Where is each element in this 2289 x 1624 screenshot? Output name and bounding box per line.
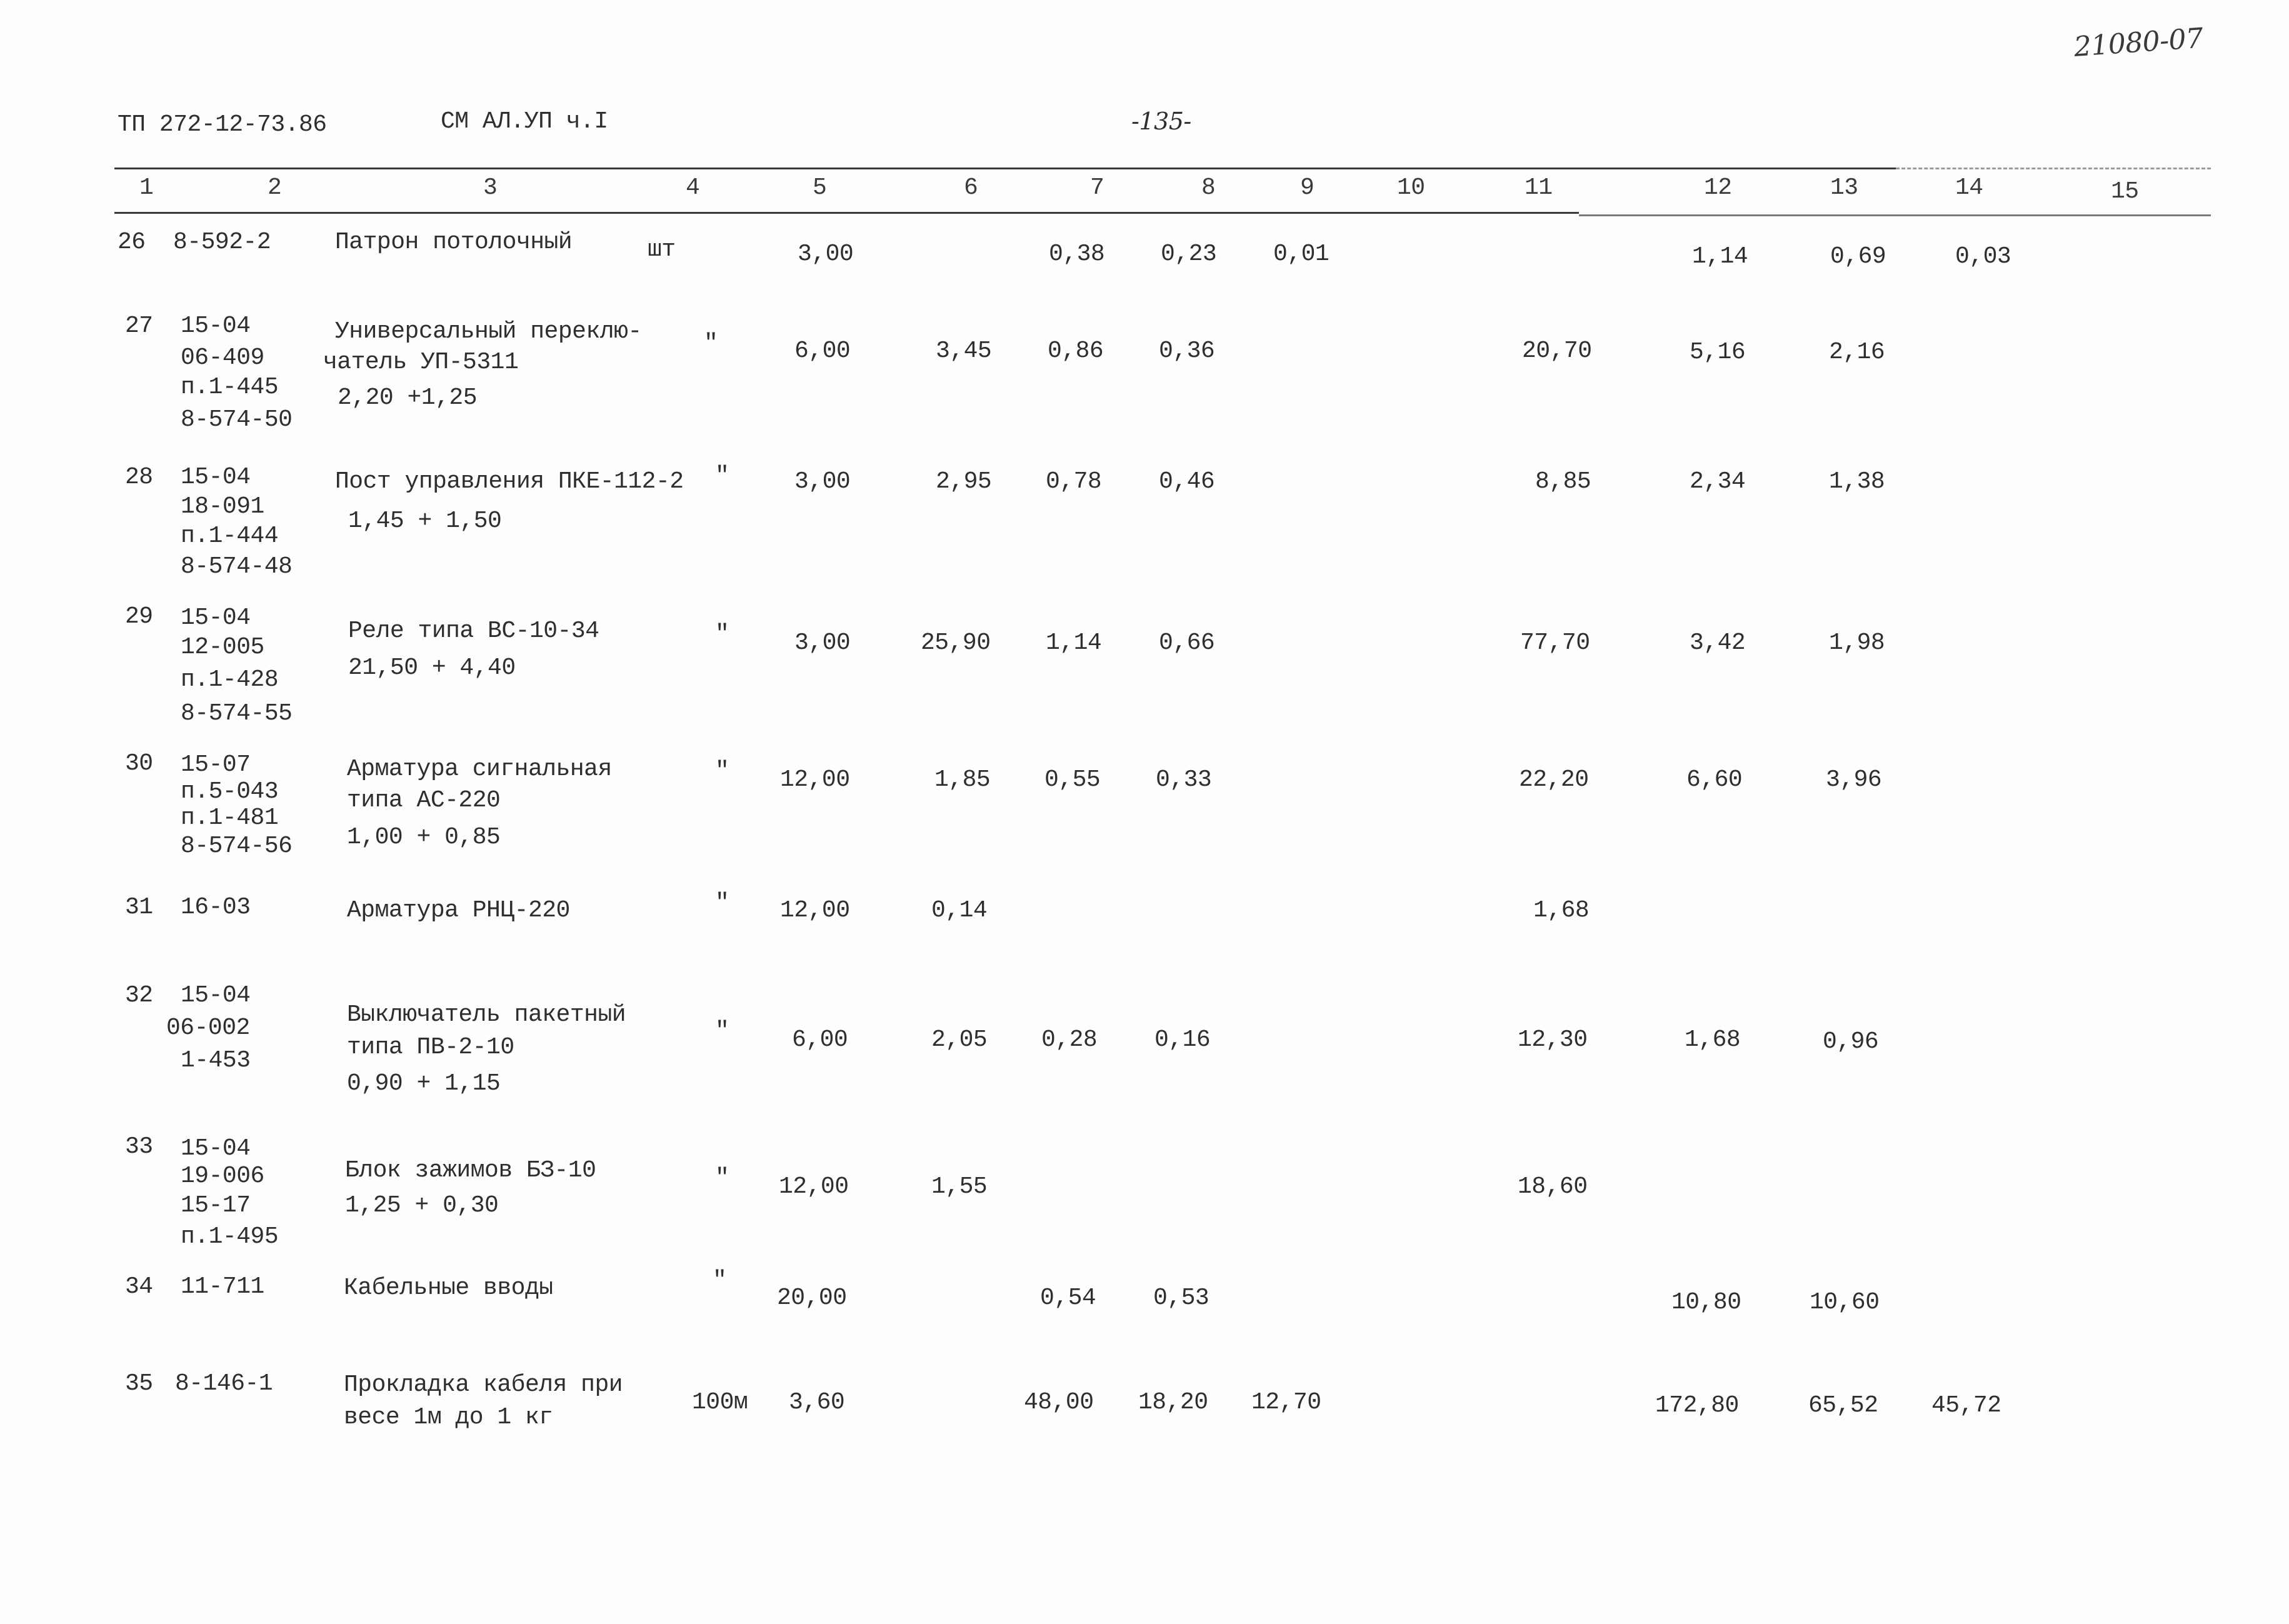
rate-code-line: 8-574-50 [181, 406, 293, 433]
col-7-value: 0,28 [1041, 1026, 1098, 1053]
rate-code-line: 06-002 [166, 1015, 250, 1041]
rate-code-line: 8-574-55 [181, 700, 293, 727]
col-5-value: 20,00 [777, 1285, 847, 1311]
col-8-value: 0,36 [1159, 338, 1215, 364]
col-11-value: 1,68 [1533, 897, 1590, 924]
rate-code-line: 19-006 [181, 1163, 264, 1190]
unit: " [715, 758, 729, 784]
rate-code-line: 15-04 [181, 982, 251, 1009]
work-name-line: типа АС-220 [347, 787, 501, 814]
row-number: 29 [125, 603, 153, 630]
rate-code-line: п.1-481 [181, 804, 279, 831]
col-12-value: 3,42 [1690, 629, 1746, 656]
col-6-value: 1,55 [931, 1173, 988, 1200]
work-name-line: Кабельные вводы [344, 1275, 553, 1301]
col-11-value: 22,20 [1519, 766, 1589, 793]
col-13-value: 65,52 [1808, 1392, 1878, 1419]
row-number: 34 [125, 1273, 153, 1300]
unit: 100м [692, 1389, 748, 1416]
table-header-bottom-rule [114, 212, 1579, 214]
col-12-value: 2,34 [1690, 468, 1746, 495]
col-5-value: 6,00 [792, 1026, 848, 1053]
col-14-value: 0,03 [1955, 243, 2011, 270]
rate-code-line: 8-592-2 [173, 229, 271, 256]
col-13-value: 0,69 [1830, 243, 1886, 270]
rate-code-line: 15-17 [181, 1192, 251, 1219]
rate-code-line: п.1-495 [181, 1223, 279, 1250]
rate-code-line: 8-574-56 [181, 833, 293, 860]
col-11-value: 77,70 [1520, 629, 1590, 656]
unit: " [715, 463, 729, 489]
col-6-value: 0,14 [931, 897, 988, 924]
col-7-value: 0,86 [1048, 338, 1104, 364]
col-8-value: 0,33 [1156, 766, 1212, 793]
rate-code-line: 1-453 [181, 1047, 251, 1074]
row-number: 32 [125, 982, 153, 1009]
work-name-line: 2,20 +1,25 [338, 384, 478, 411]
col-11-value: 12,30 [1518, 1026, 1588, 1053]
col-7-value: 48,00 [1024, 1389, 1094, 1416]
work-name-line: Арматура сигнальная [347, 756, 612, 783]
col-5-value: 3,00 [794, 629, 851, 656]
column-number: 13 [1830, 174, 1858, 201]
column-number: 15 [2111, 178, 2139, 205]
work-name-line: 1,25 + 0,30 [345, 1192, 499, 1219]
row-number: 28 [125, 464, 153, 491]
col-7-value: 0,78 [1046, 468, 1102, 495]
rate-code-line: п.5-043 [181, 778, 279, 805]
row-number: 30 [125, 750, 153, 777]
work-name-line: чатель УП-5311 [323, 349, 519, 376]
work-name-line: 1,45 + 1,50 [348, 508, 502, 534]
work-name-line: весе 1м до 1 кг [344, 1404, 553, 1431]
column-number: 7 [1090, 174, 1104, 201]
col-8-value: 0,16 [1155, 1026, 1211, 1053]
rate-code-line: 15-07 [181, 751, 251, 778]
col-7-value: 0,54 [1040, 1285, 1096, 1311]
unit: " [715, 890, 729, 916]
unit: " [715, 1018, 729, 1045]
col-5-value: 3,00 [794, 468, 851, 495]
col-5-value: 3,00 [798, 241, 854, 268]
col-6-value: 2,05 [931, 1026, 988, 1053]
col-13-value: 3,96 [1826, 766, 1882, 793]
column-number: 3 [483, 174, 498, 201]
work-name-line: 0,90 + 1,15 [347, 1070, 501, 1097]
work-name-line: Патрон потолочный [335, 229, 573, 256]
col-5-value: 12,00 [779, 1173, 849, 1200]
row-number: 31 [125, 894, 153, 921]
rate-code-line: 8-574-48 [181, 553, 293, 580]
work-name-line: Пост управления ПКЕ-112-2 [335, 468, 684, 495]
col-8-value: 0,23 [1161, 241, 1217, 268]
column-number: 5 [813, 174, 827, 201]
rate-code-line: п.1-444 [181, 523, 279, 549]
unit: " [704, 330, 718, 357]
col-6-value: 2,95 [936, 468, 992, 495]
archive-number: 21080-07 [2073, 22, 2205, 63]
col-8-value: 0,66 [1159, 629, 1215, 656]
work-name-line: типа ПВ-2-10 [347, 1034, 514, 1061]
col-12-value: 10,80 [1671, 1289, 1741, 1316]
col-14-value: 45,72 [1931, 1392, 2001, 1419]
row-number: 26 [118, 229, 146, 256]
work-name-line: Реле типа ВС-10-34 [348, 618, 599, 644]
col-5-value: 6,00 [794, 338, 851, 364]
col-7-value: 0,38 [1049, 241, 1105, 268]
unit: " [713, 1267, 727, 1294]
work-name-line: 21,50 + 4,40 [348, 654, 516, 681]
document-code: ТП 272-12-73.86 [118, 111, 327, 138]
col-7-value: 0,55 [1044, 766, 1101, 793]
rate-code-line: п.1-428 [181, 666, 279, 693]
col-12-value: 6,60 [1686, 766, 1743, 793]
col-6-value: 1,85 [934, 766, 991, 793]
rate-code-line: 15-04 [181, 604, 251, 631]
column-number: 9 [1300, 174, 1315, 201]
column-number: 4 [686, 174, 700, 201]
col-6-value: 25,90 [921, 629, 991, 656]
table-header-bottom-rule-right [1579, 214, 2211, 216]
column-number: 10 [1397, 174, 1425, 201]
col-12-value: 172,80 [1655, 1392, 1739, 1419]
section-code: СМ АЛ.УП ч.I [441, 108, 608, 135]
page-number: -135- [1131, 108, 1191, 135]
rate-code-line: 15-04 [181, 464, 251, 491]
unit: " [715, 621, 729, 648]
col-12-value: 5,16 [1690, 339, 1746, 366]
column-number: 12 [1704, 174, 1732, 201]
work-name-line: Прокладка кабеля при [344, 1371, 623, 1398]
rate-code-line: 06-409 [181, 344, 264, 371]
column-number: 2 [268, 174, 282, 201]
row-number: 27 [125, 313, 153, 339]
work-name-line: Блок зажимов БЗ-10 [345, 1157, 596, 1184]
rate-code-line: 8-146-1 [175, 1370, 273, 1397]
column-number: 8 [1201, 174, 1216, 201]
work-name-line: Выключатель пакетный [347, 1001, 626, 1028]
rate-code-line: 16-03 [181, 894, 251, 921]
rate-code-line: 18-091 [181, 493, 264, 520]
col-13-value: 2,16 [1829, 339, 1885, 366]
col-7-value: 1,14 [1046, 629, 1102, 656]
col-13-value: 1,98 [1829, 629, 1885, 656]
rate-code-line: 15-04 [181, 1135, 251, 1162]
col-12-value: 1,68 [1685, 1026, 1741, 1053]
work-name-line: Универсальный переклю- [335, 318, 642, 345]
column-number: 1 [139, 174, 154, 201]
col-8-value: 0,46 [1159, 468, 1215, 495]
unit: " [715, 1165, 729, 1191]
col-12-value: 1,14 [1692, 243, 1748, 270]
rate-code-line: 12-005 [181, 634, 264, 661]
col-11-value: 18,60 [1518, 1173, 1588, 1200]
work-name-line: 1,00 + 0,85 [347, 824, 501, 851]
column-number: 6 [964, 174, 978, 201]
rate-code-line: 11-711 [181, 1273, 264, 1300]
rate-code-line: п.1-445 [181, 374, 279, 401]
row-number: 35 [125, 1370, 153, 1397]
unit: шт [648, 236, 676, 263]
col-9-value: 12,70 [1251, 1389, 1321, 1416]
table-top-rule [114, 168, 1896, 169]
col-6-value: 3,45 [936, 338, 992, 364]
work-name-line: Арматура РНЦ-220 [347, 897, 570, 924]
column-number: 11 [1525, 174, 1553, 201]
table-top-rule-faint [1896, 168, 2211, 169]
col-13-value: 0,96 [1823, 1028, 1879, 1055]
column-number: 14 [1955, 174, 1983, 201]
col-5-value: 12,00 [780, 766, 850, 793]
col-5-value: 3,60 [789, 1389, 845, 1416]
col-13-value: 10,60 [1810, 1289, 1880, 1316]
col-8-value: 18,20 [1138, 1389, 1208, 1416]
col-9-value: 0,01 [1273, 241, 1330, 268]
row-number: 33 [125, 1133, 153, 1160]
col-11-value: 20,70 [1522, 338, 1592, 364]
rate-code-line: 15-04 [181, 313, 251, 339]
col-13-value: 1,38 [1829, 468, 1885, 495]
col-8-value: 0,53 [1153, 1285, 1210, 1311]
col-11-value: 8,85 [1535, 468, 1591, 495]
col-5-value: 12,00 [780, 897, 850, 924]
